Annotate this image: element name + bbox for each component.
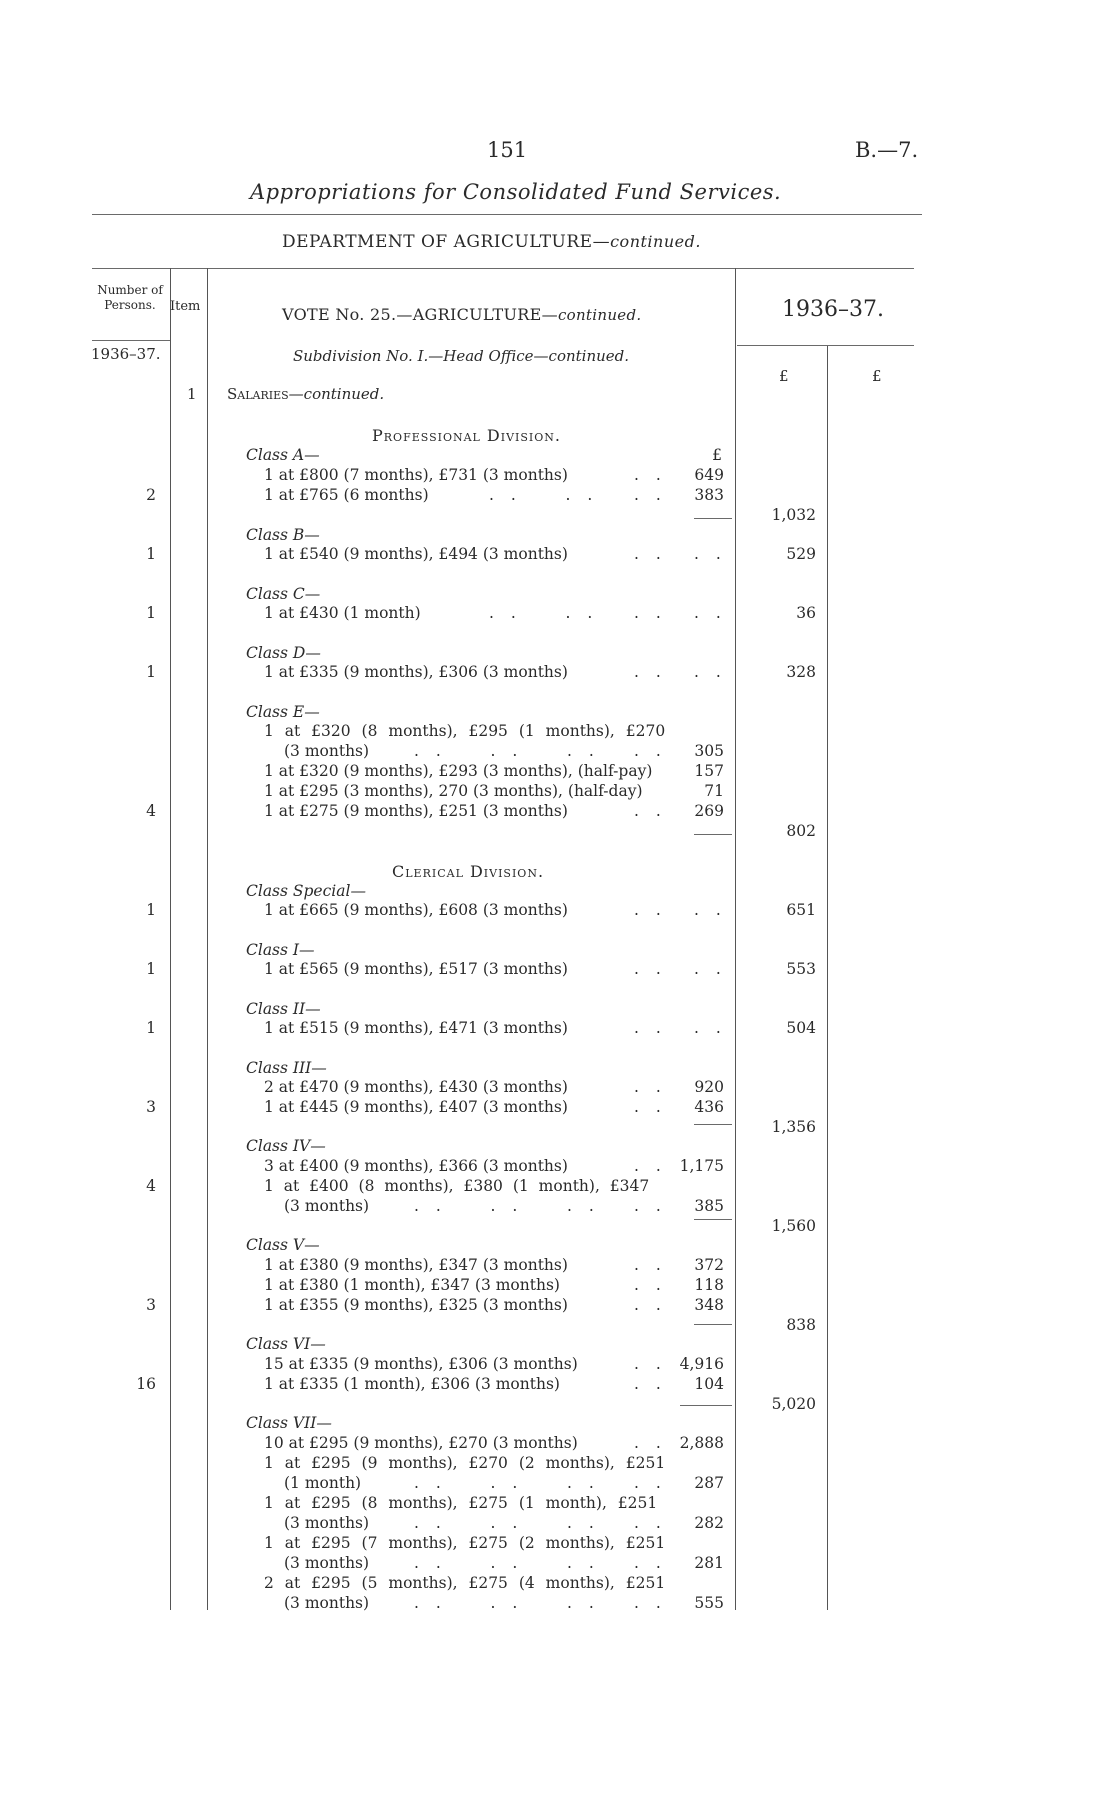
table-row: (3 months) . . . . . . . . 555 (284, 1594, 724, 1612)
persons-header-rule (92, 340, 170, 341)
page-title: Appropriations for Consolidated Fund Services. (250, 180, 782, 204)
class-label: Class B— (246, 526, 320, 544)
table-row: 1 at £515 (9 months), £471 (3 months) . . . . (264, 1019, 727, 1037)
table-row: 15 at £335 (9 months), £306 (3 months) . . 4,916 (264, 1355, 724, 1373)
persons-count: 1 (146, 901, 156, 919)
class-total: 529 (786, 545, 816, 563)
item-column-rule (207, 268, 208, 1610)
class-total: 5,020 (771, 1395, 816, 1413)
professional-division-heading: Professional Division. (372, 426, 562, 445)
page-reference: B.—7. (855, 138, 919, 162)
item-number: 1 (187, 385, 197, 403)
persons-count: 3 (146, 1296, 156, 1314)
table-row: (3 months) . . . . . . . . 385 (284, 1197, 724, 1215)
table-row: 1 at £380 (1 month), £347 (3 months) . . 118 (264, 1276, 724, 1294)
subtotal-rule (694, 834, 732, 835)
persons-count: 1 (146, 1019, 156, 1037)
table-row: 1 at £275 (9 months), £251 (3 months) . . 269 (264, 802, 724, 820)
department-heading: DEPARTMENT OF AGRICULTURE—continued. (282, 232, 701, 252)
class-label: Class IV— (246, 1137, 326, 1155)
table-row: (1 month) . . . . . . . . 287 (284, 1474, 724, 1492)
class-label: Class V— (246, 1236, 320, 1254)
pound-symbol: £ (712, 446, 722, 464)
class-total: 1,560 (771, 1217, 816, 1235)
pound-symbol: £ (872, 367, 882, 385)
table-row: 1 at £765 (6 months) . . . . . . 383 (264, 486, 724, 504)
table-row: 1 at £445 (9 months), £407 (3 months) . . 436 (264, 1098, 724, 1116)
class-label: Class D— (246, 644, 321, 662)
persons-count: 1 (146, 545, 156, 563)
persons-count: 4 (146, 1177, 156, 1195)
table-row: 1 at £540 (9 months), £494 (3 months) . . . . (264, 545, 727, 563)
table-row: 1 at £380 (9 months), £347 (3 months) . . 372 (264, 1256, 724, 1274)
table-row: 1 at £400 (8 months), £380 (1 month), £347 (264, 1177, 650, 1195)
table-row: 1 at £295 (3 months), 270 (3 months), (half-day) 71 (264, 782, 724, 800)
page-number: 151 (487, 138, 528, 162)
class-label: Class Special— (246, 882, 366, 900)
persons-count: 3 (146, 1098, 156, 1116)
persons-count: 16 (136, 1375, 156, 1393)
class-total: 651 (786, 901, 816, 919)
class-label: Class II— (246, 1000, 321, 1018)
year-header-rule (737, 345, 914, 346)
year-header: 1936–37. (782, 297, 884, 322)
class-total: 1,356 (771, 1118, 816, 1136)
table-row: 1 at £430 (1 month) . . . . . . . . (264, 604, 727, 622)
table-row: 1 at £335 (9 months), £306 (3 months) . . . . (264, 663, 727, 681)
class-label: Class VI— (246, 1335, 326, 1353)
persons-count: 4 (146, 802, 156, 820)
table-row: 1 at £295 (7 months), £275 (2 months), £251 (264, 1534, 666, 1552)
class-total: 553 (786, 960, 816, 978)
class-total: 802 (786, 822, 816, 840)
class-total: 36 (796, 604, 816, 622)
subtotal-rule (694, 1219, 732, 1220)
title-rule (92, 214, 922, 215)
table-row: 1 at £355 (9 months), £325 (3 months) . . 348 (264, 1296, 724, 1314)
table-row: 1 at £320 (9 months), £293 (3 months), (half-pay) 157 (264, 762, 724, 780)
subtotal-rule (680, 1405, 732, 1406)
subdivision-heading: Subdivision No. I.—Head Office—continued. (293, 347, 630, 365)
table-row: (3 months) . . . . . . . . 305 (284, 742, 724, 760)
persons-count: 1 (146, 663, 156, 681)
class-total: 328 (786, 663, 816, 681)
number-of-persons-header: Number of Persons. (97, 283, 163, 312)
class-total: 1,032 (771, 506, 816, 524)
clerical-division-heading: Clerical Division. (392, 862, 545, 881)
vote-heading: VOTE No. 25.—AGRICULTURE—continued. (282, 305, 642, 324)
table-row: 1 at £320 (8 months), £295 (1 months), £270 (264, 722, 666, 740)
table-row: 3 at £400 (9 months), £366 (3 months) . . 1,175 (264, 1157, 724, 1175)
subtotal-rule (694, 1124, 732, 1125)
subtotal-rule (694, 518, 732, 519)
class-label: Class III— (246, 1059, 327, 1077)
persons-count: 2 (146, 486, 156, 504)
class-label: Class A— (246, 446, 320, 464)
class-label: Class E— (246, 703, 320, 721)
class-label: Class I— (246, 941, 315, 959)
table-row: 1 at £800 (7 months), £731 (3 months) . . 649 (264, 466, 724, 484)
pound-symbol: £ (779, 367, 789, 385)
table-row: 2 at £470 (9 months), £430 (3 months) . . 920 (264, 1078, 724, 1096)
table-row: (3 months) . . . . . . . . 282 (284, 1514, 724, 1532)
total-column-rule (827, 345, 828, 1610)
table-row: 2 at £295 (5 months), £275 (4 months), £251 (264, 1574, 666, 1592)
class-total: 504 (786, 1019, 816, 1037)
class-total: 838 (786, 1316, 816, 1334)
table-row: 1 at £565 (9 months), £517 (3 months) . . . . (264, 960, 727, 978)
table-row: 1 at £665 (9 months), £608 (3 months) . . . . (264, 901, 727, 919)
salaries-heading: Salaries—continued. (227, 385, 385, 403)
table-row: 1 at £295 (8 months), £275 (1 month), £251 (264, 1494, 658, 1512)
table-row: 1 at £295 (9 months), £270 (2 months), £251 (264, 1454, 666, 1472)
table-row: 10 at £295 (9 months), £270 (3 months) . . 2,888 (264, 1434, 724, 1452)
table-row: 1 at £335 (1 month), £306 (3 months) . . 104 (264, 1375, 724, 1393)
table-top-rule (92, 268, 914, 269)
persons-column-rule (170, 268, 171, 1610)
subtotal-rule (694, 1324, 732, 1325)
class-label: Class VII— (246, 1414, 332, 1432)
item-header: Item (170, 299, 201, 314)
persons-year: 1936–37. (91, 345, 161, 363)
table-row: (3 months) . . . . . . . . 281 (284, 1554, 724, 1572)
persons-count: 1 (146, 960, 156, 978)
class-label: Class C— (246, 585, 321, 603)
persons-count: 1 (146, 604, 156, 622)
